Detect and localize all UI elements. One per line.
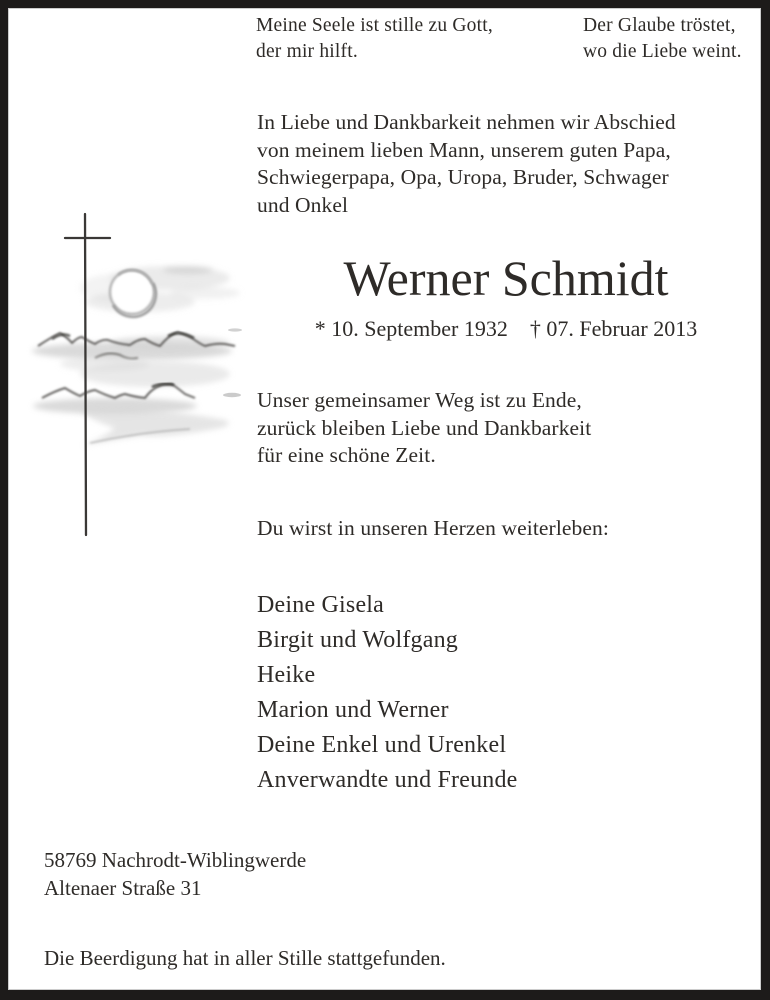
cross-sunset-artwork-icon: [20, 198, 255, 548]
intro-line-2: von meinem lieben Mann, unserem guten Papa,: [257, 137, 671, 162]
address-block: [44, 847, 306, 902]
quote-left-line-1: Meine Seele ist stille zu Gott,: [256, 15, 493, 36]
mourner-item: Marion und Werner: [257, 697, 449, 723]
mourner-item: Anverwandte und Freunde: [257, 767, 518, 793]
intro-line-4: und Onkel: [257, 192, 349, 217]
life-dates: [257, 315, 755, 342]
mourners-list: [257, 588, 518, 798]
intro-line-3: Schwiegerpapa, Opa, Uropa, Bruder, Schwager: [257, 165, 669, 189]
quote-right-line-2: wo die Liebe weint.: [583, 41, 742, 62]
upper-ridge: [32, 332, 235, 360]
sun-icon: [110, 270, 156, 317]
deceased-name: Werner Schmidt: [343, 250, 669, 306]
funeral-note: Die Beerdigung hat in aller Stille stattgefunden.: [44, 946, 446, 970]
sun-mist: [80, 266, 240, 312]
farewell-paragraph: [257, 387, 591, 470]
intro-line-1: In Liebe und Dankbarkeit nehmen wir Abschied: [257, 110, 676, 134]
farewell-line-1: Unser gemeinsamer Weg ist zu Ende,: [257, 388, 582, 412]
farewell-line-2: zurück bleiben Liebe und Dankbarkeit: [257, 415, 592, 440]
address-line-1: 58769 Nachrodt-Wiblingwerde: [44, 848, 307, 872]
address-line-2: Altenaer Straße 31: [44, 875, 202, 900]
quote-left-line-2: der mir hilft.: [256, 41, 358, 62]
farewell-line-3: für eine schöne Zeit.: [257, 443, 436, 467]
mourner-item: Birgit und Wolfgang: [257, 627, 458, 653]
mourner-item: Heike: [257, 662, 316, 688]
intro-paragraph: [257, 109, 676, 219]
mourner-item: Deine Enkel und Urenkel: [257, 732, 507, 758]
death-date: † 07. Februar 2013: [529, 316, 698, 341]
deceased-block: [257, 250, 755, 342]
quote-right: [583, 13, 742, 65]
quote-left: [256, 13, 493, 65]
quote-right-line-1: Der Glaube tröstet,: [583, 15, 736, 36]
remembrance-line: Du wirst in unseren Herzen weiterleben:: [257, 516, 609, 540]
birth-date: * 10. September 1932: [314, 316, 508, 341]
mourner-item: Deine Gisela: [257, 592, 385, 618]
